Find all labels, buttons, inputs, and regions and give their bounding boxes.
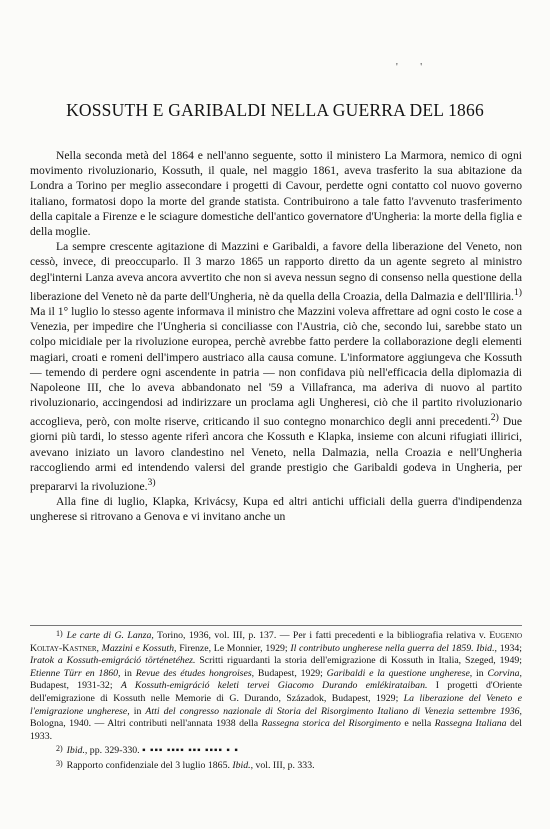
fn2-ibid: Ibid., [66, 745, 88, 757]
paragraph-2-part-3: Due giorni più tardi, lo stesso agente riferì ancora che Kossuth e Klapka, insieme con alcuni rifugiati illirici, avevano iniziato un lavoro clandestino nel Veneto, nella Dalmazia, nella Croazia e nell'Ungheria raccogliendo armi ed intendendo valersi del grande prestigio che Garibaldi godeva in Ungheria, per prepararvi la rivoluzione. [30, 415, 523, 493]
fn1-s: I progetti d'Oriente dell'emigrazione di Kossuth nelle Memorie di G. Durando, Századok, Budapest, 1929; [30, 680, 523, 704]
fn1-c: Eugenio Koltay-Kastner, [30, 630, 522, 654]
fn1-g: 1934; [496, 642, 523, 654]
fn1-q: Budapest, 1931-32; [30, 680, 121, 692]
article-title: KOSSUTH E GARIBALDI NELLA GUERRA DEL 1866 [66, 100, 484, 120]
body-paragraph-2 [30, 239, 522, 494]
fn1-p: Corvina, [487, 667, 522, 679]
footnote-3 [30, 758, 522, 773]
fn1-o: in [472, 667, 488, 679]
fn3-ibid: Ibid., [232, 759, 254, 771]
fn1-i: Scritti riguardanti la storia dell'emigrazione di Kossuth in Italia, Szeged, 1949; [195, 655, 522, 667]
fn3-end: vol. III, p. 333. [253, 759, 315, 771]
fn1-y: e nella [400, 718, 435, 730]
article-body [30, 148, 522, 524]
fn1-n: Garibaldi e la questione ungherese, [326, 667, 473, 679]
fn1-r: A Kossuth-emigráció keleti tervei Giacomo Durando emlékirataiban. [120, 680, 428, 692]
fn1-e: Firenze, Le Monnier, 1929; [176, 642, 291, 654]
footnote-2-number: 2) [56, 744, 63, 754]
footnotes [30, 628, 522, 773]
fn2-pages: pp. 329-330. [87, 745, 140, 757]
fn1-v: Atti del congresso nazionale di Storia del Risorgimento Italiano di Venezia settembre 1936, [145, 705, 522, 717]
fn2-redacted-text: ▪ ▪▪▪ ▪▪▪▪ ▪▪▪ ▪▪▪▪ ▪ ▪ [142, 745, 239, 757]
fn1-x: Rassegna storica del Risorgimento [261, 718, 401, 730]
footnote-2 [30, 743, 522, 758]
paragraph-2-part-1: La sempre crescente agitazione di Mazzini e Garibaldi, a favore della liberazione del Veneto, non cessò, invece, di preoccuparlo. Il 3 marzo 1865 un rapporto diretto da un agente segreto al ministro degl'interni Lanza aveva ancora avvertito che non si aveva nessun segno di consenso nella questione della liberazione del Veneto nè da parte dell'Ungheria, nè da quella della Croazia, della Dalmazia e dell'Illiria. [30, 240, 522, 303]
fn1-h: Iratok a Kossuth-emigráció történetéhez. [30, 655, 196, 667]
fn1-end: del 1933. [30, 718, 522, 742]
page-header-marks: ' ' [396, 62, 433, 73]
fn1-f: Il contributo ungherese nella guerra del 1859. Ibid., [290, 642, 497, 654]
footnote-divider [30, 625, 522, 626]
footnote-1-number: 1) [56, 629, 63, 638]
fn1-u: in [129, 705, 146, 717]
fn1-k: in [120, 667, 136, 679]
fn1-j: Etienne Türr en 1860, [30, 667, 121, 679]
fn1-m: Budapest, 1929; [254, 667, 327, 679]
fn1-l: Revue des études hongroises, [135, 667, 255, 679]
body-paragraph-1: Nella seconda metà del 1864 e nell'anno seguente, sotto il ministero La Marmora, nemico di ogni movimento rivoluzionario, Kossuth, il quale, nel maggio 1861, aveva trasferito la sua abitazione da Londra a Torino per meglio assecondare i progetti di Cavour, perdette ogni contatto col nuovo governo italiano, formatosi dopo la morte del grande statista. Contribuirono a tale fatto l'avvenuto trasferimento della capitale a Firenze e le sciagure domestiche dell'antico governatore d'Ungheria: la morte della figlia e della moglie. [30, 149, 522, 239]
fn1-a: Le carte di G. Lanza, [66, 630, 154, 641]
fn3-text: Rapporto confidenziale del 3 luglio 1865. [66, 759, 233, 771]
paragraph-2-part-2: Ma il 1° luglio lo stesso agente informava il ministro che Mazzini voleva affrettare ad ogni costo le cose a Venezia, per impedire che l'Ungheria si conciliasse con l'Austria, ciò che, secondo lui, sarebbe stato un colpo micidiale per la rivoluzione europea, perchè avrebbe fatto perdere la collaborazione degli elementi magiari, croati e romeni dell'impero austriaco alla causa comune. L'informatore aggiungeva che Kossuth — temendo di perdere ogni ascendente in patria — non confidava più nell'efficacia della diplomazia di Napoleone III, che lo aveva abbandonato nel '59 a Villafranca, ma aderiva di nuovo al partito rivoluzionario, accingendosi ad indirizzare un proclama agli Ungheresi, ciò che il partito rivoluzionario accoglieva, però, con molte riserve, criticando il suo contegno monarchico degli anni precedenti. [30, 304, 522, 429]
body-paragraph-3: Alla fine di luglio, Klapka, Krivácsy, Kupa ed altri antichi ufficiali della guerra d'indipendenza ungherese si ritrovano a Genova e vi invitano anche un [30, 495, 522, 524]
footnote-ref-3: 3) [147, 476, 156, 488]
fn1-d: Mazzini e Kossuth, [98, 642, 177, 654]
fn1-w: Bologna, 1940. — Altri contributi nell'annata 1938 della [30, 718, 262, 730]
footnote-3-number: 3) [56, 758, 63, 768]
fn1-t: La liberazione del Veneto e l'emigrazione ungherese, [30, 692, 522, 717]
fn1-b: Torino, 1936, vol. III, p. 137. — Per i fatti precedenti e la bibliografia relativa v. [153, 630, 490, 641]
footnote-ref-1: 1) [513, 286, 522, 298]
footnote-ref-2: 2) [490, 412, 499, 424]
fn1-z: Rassegna Italiana [434, 718, 507, 730]
footnote-1 [30, 628, 522, 743]
